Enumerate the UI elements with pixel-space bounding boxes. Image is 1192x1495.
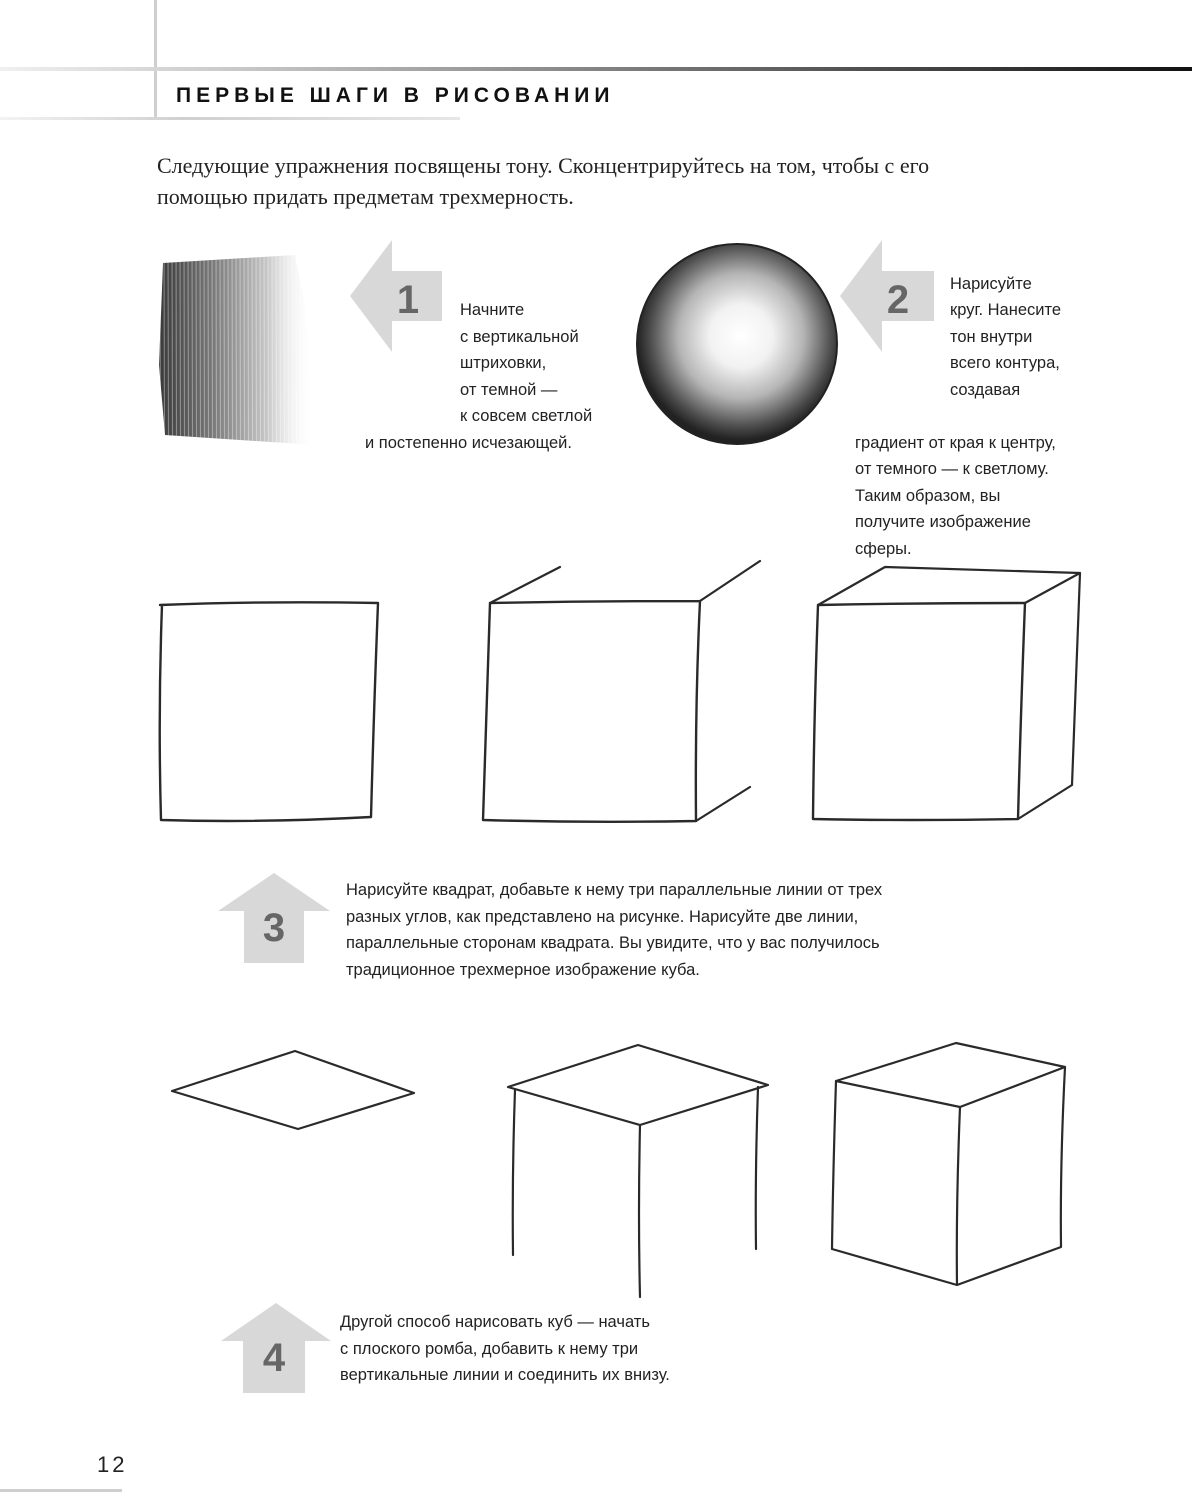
header-vertical-rule	[154, 0, 157, 120]
step-1-text	[365, 244, 625, 483]
step-3-number: 3	[262, 906, 286, 950]
step-1-number: 1	[396, 278, 420, 322]
header-bottom-rule	[0, 117, 460, 120]
step-2-text-part-a: Нарисуйте круг. Нанесите тон внутри всего контура, создавая	[950, 274, 1062, 399]
footer-rule	[0, 1489, 122, 1492]
step-1-text-body: Начните с вертикальной штриховки, от темной — к совсем светлой и постепенно исчезающей.	[365, 301, 593, 452]
step-2-text-part-b: градиент от края к центру, от темного — к светлому. Таким образом, вы получите изображение сферы.	[855, 433, 1056, 558]
step-4-text: Другой способ нарисовать куб — начать с плоского ромба, добавить к нему три вертикальные линии и соединить их внизу.	[340, 1313, 670, 1384]
page-number: 12	[97, 1452, 128, 1477]
header-top-rule	[0, 67, 1192, 71]
step-2-number: 2	[886, 278, 910, 322]
step-2-text-body	[855, 244, 1095, 589]
step-2-text	[855, 244, 1095, 589]
cube-construction-row-1	[150, 555, 1100, 835]
step-3-text: Нарисуйте квадрат, добавьте к нему три параллельные линии от трех разных углов, как представлено на рисунке. Нарисуйте две линии, параллельные сторонам квадрата. Вы увидите, что у вас получилось традиционное трехмерное изображение куба.	[346, 881, 883, 979]
intro-paragraph: Следующие упражнения посвящены тону. Сконцентрируйтесь на том, чтобы с его помощью придать предметам трехмерность.	[157, 153, 930, 209]
cube-construction-row-2	[160, 1035, 1080, 1305]
step-3-arrow-icon	[218, 873, 330, 965]
step-4-arrow-icon	[221, 1303, 331, 1395]
shading-gradient-drawing	[155, 245, 325, 465]
page-header-title: ПЕРВЫЕ ШАГИ В РИСОВАНИИ	[176, 84, 615, 107]
step-4-number: 4	[262, 1336, 286, 1380]
sphere-drawing	[630, 240, 845, 455]
